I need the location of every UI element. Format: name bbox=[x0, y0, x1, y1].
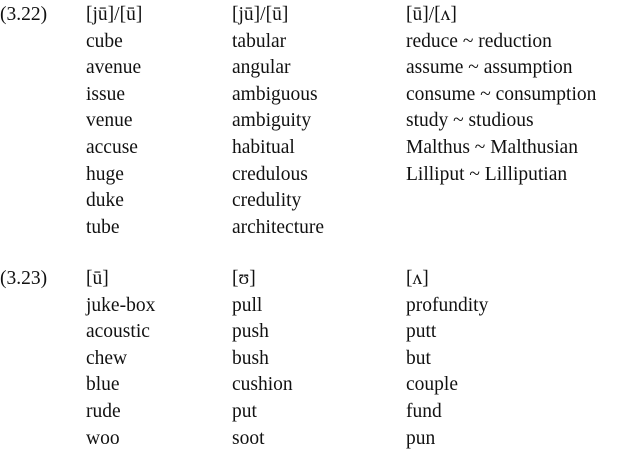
word: put bbox=[232, 400, 257, 422]
example-number: (3.23) bbox=[0, 268, 48, 289]
word: fund bbox=[406, 400, 442, 422]
word: juke-box bbox=[86, 294, 156, 316]
column-header: [ʌ] bbox=[406, 268, 429, 289]
column-header: [ū]/[ʌ] bbox=[406, 4, 457, 25]
word-pair: Malthus ~ Malthusian bbox=[406, 136, 578, 158]
word: issue bbox=[86, 83, 125, 105]
example-number: (3.22) bbox=[0, 4, 48, 25]
word: credulity bbox=[232, 190, 302, 212]
word: accuse bbox=[86, 136, 138, 158]
word: couple bbox=[406, 374, 458, 396]
word: woo bbox=[86, 427, 120, 449]
word: putt bbox=[406, 321, 437, 343]
word: but bbox=[406, 347, 431, 369]
word: pun bbox=[406, 427, 436, 449]
word-pair: reduce ~ reduction bbox=[406, 30, 552, 52]
word-pair: Lilliput ~ Lilliputian bbox=[406, 163, 568, 185]
word: push bbox=[232, 321, 269, 343]
word: ambiguous bbox=[232, 83, 318, 105]
word: huge bbox=[86, 163, 124, 185]
word-column-ju-u-1 bbox=[86, 2, 142, 241]
word: duke bbox=[86, 190, 124, 212]
word-column-ju-u-2 bbox=[232, 2, 324, 241]
word: cushion bbox=[232, 374, 293, 396]
word-column-u bbox=[86, 266, 155, 452]
word: venue bbox=[86, 110, 133, 132]
word-column-wedge bbox=[406, 266, 488, 452]
column-header: [ʊ] bbox=[232, 268, 256, 289]
word: soot bbox=[232, 427, 265, 449]
word: profundity bbox=[406, 294, 489, 316]
word: tube bbox=[86, 216, 120, 238]
word: pull bbox=[232, 294, 263, 316]
column-header: [jū]/[ū] bbox=[232, 4, 289, 25]
column-header: [jū]/[ū] bbox=[86, 4, 143, 25]
word-pair: assume ~ assumption bbox=[406, 57, 573, 79]
word: blue bbox=[86, 374, 120, 396]
word: habitual bbox=[232, 136, 295, 158]
word: architecture bbox=[232, 216, 325, 238]
word: bush bbox=[232, 347, 269, 369]
word: credulous bbox=[232, 163, 308, 185]
word-pair: consume ~ consumption bbox=[406, 83, 597, 105]
word: chew bbox=[86, 347, 128, 369]
column-header: [ū] bbox=[86, 268, 109, 289]
word: cube bbox=[86, 30, 123, 52]
word: tabular bbox=[232, 30, 287, 52]
word-column-u-wedge bbox=[406, 2, 596, 188]
word-pair: study ~ studious bbox=[406, 110, 534, 132]
word-column-upsilon bbox=[232, 266, 293, 452]
word: avenue bbox=[86, 57, 142, 79]
word: angular bbox=[232, 57, 291, 79]
word: rude bbox=[86, 400, 121, 422]
word: acoustic bbox=[86, 321, 150, 343]
word: ambiguity bbox=[232, 110, 312, 132]
